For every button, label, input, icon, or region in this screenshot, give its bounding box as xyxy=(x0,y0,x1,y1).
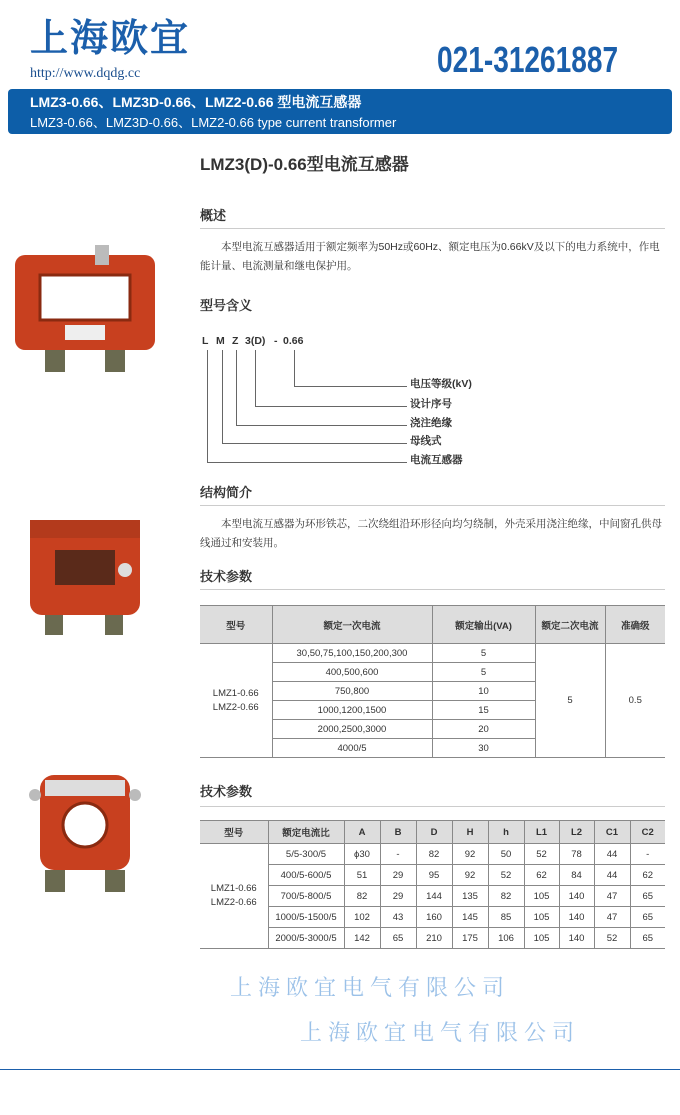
dimension-cell: 140 xyxy=(559,886,594,907)
col-header: 额定输出(VA) xyxy=(432,606,535,644)
code-dash: - xyxy=(274,335,278,347)
company-logo: 上海欧宜 xyxy=(30,16,191,60)
col-header: L2 xyxy=(559,821,594,844)
spec-table-1 xyxy=(200,605,665,758)
col-header: 额定电流比 xyxy=(268,821,344,844)
col-header: L1 xyxy=(524,821,559,844)
accuracy-class: 0.5 xyxy=(605,644,665,758)
col-header: A xyxy=(344,821,380,844)
dimension-cell: 82 xyxy=(488,886,524,907)
dimension-cell: 82 xyxy=(416,844,452,865)
rated-output: 15 xyxy=(432,701,535,720)
dimension-cell: 140 xyxy=(559,928,594,949)
model-diagram xyxy=(200,330,500,465)
divider xyxy=(200,228,665,229)
rated-output: 20 xyxy=(432,720,535,739)
dimension-cell: 102 xyxy=(344,907,380,928)
dimension-cell: - xyxy=(380,844,416,865)
dimension-cell: 95 xyxy=(416,865,452,886)
dimension-cell: 65 xyxy=(380,928,416,949)
dimension-cell: 52 xyxy=(488,865,524,886)
rated-output: 5 xyxy=(432,663,535,682)
dimension-cell: 52 xyxy=(524,844,559,865)
dimension-cell: 44 xyxy=(594,844,630,865)
dimension-cell: 82 xyxy=(344,886,380,907)
dimension-cell: 210 xyxy=(416,928,452,949)
dimension-cell: 50 xyxy=(488,844,524,865)
meaning-ct: 电流互感器 xyxy=(410,454,463,466)
dimension-cell: 65 xyxy=(630,928,665,949)
col-header: C2 xyxy=(630,821,665,844)
structure-text: 本型电流互感器为环形铁芯，二次绕组沿环形径向均匀绕制，外壳采用浇注绝缘，中间窗孔供母线通过和安装用。 xyxy=(200,518,662,549)
overview-heading: 概述 xyxy=(200,208,227,223)
table-row xyxy=(200,886,665,907)
dimension-cell: 78 xyxy=(559,844,594,865)
col-header: C1 xyxy=(594,821,630,844)
primary-current: 4000/5 xyxy=(272,739,432,758)
dimension-cell: 144 xyxy=(416,886,452,907)
primary-current: 2000,2500,3000 xyxy=(272,720,432,739)
current-ratio: 2000/5-3000/5 xyxy=(268,928,344,949)
dimension-cell: 145 xyxy=(452,907,488,928)
spec-heading-2: 技术参数 xyxy=(200,784,253,799)
rated-output: 30 xyxy=(432,739,535,758)
code-m: M xyxy=(216,335,225,347)
primary-current: 1000,1200,1500 xyxy=(272,701,432,720)
primary-current: 750,800 xyxy=(272,682,432,701)
overview-text: 本型电流互感器适用于额定频率为50Hz或60Hz、额定电压为0.66kV及以下的电力系统中，作电能计量、电流测量和继电保护用。 xyxy=(200,241,660,272)
current-ratio: 5/5-300/5 xyxy=(268,844,344,865)
banner-title-en: LMZ3-0.66、LMZ3D-0.66、LMZ2-0.66 type current transformer xyxy=(30,115,397,130)
spec-table-2 xyxy=(200,820,665,949)
dimension-cell: 85 xyxy=(488,907,524,928)
rated-output: 5 xyxy=(432,644,535,663)
col-header: 型号 xyxy=(200,606,272,644)
product-image-lmz2 xyxy=(20,760,150,900)
dimension-cell: 92 xyxy=(452,865,488,886)
code-z: Z xyxy=(232,335,239,347)
dimension-cell: 135 xyxy=(452,886,488,907)
product-image-lmz3d xyxy=(20,510,150,640)
dimension-cell: - xyxy=(630,844,665,865)
dimension-cell: 175 xyxy=(452,928,488,949)
code-voltage: 0.66 xyxy=(283,335,304,347)
divider xyxy=(200,589,665,590)
code-l: L xyxy=(202,335,209,347)
col-header: B xyxy=(380,821,416,844)
website-url[interactable]: http://www.dqdg.cc xyxy=(30,66,141,81)
dimension-cell: 44 xyxy=(594,865,630,886)
dimension-cell: 62 xyxy=(524,865,559,886)
table-row xyxy=(200,644,665,663)
col-header: H xyxy=(452,821,488,844)
dimension-cell: ϕ30 xyxy=(344,844,380,865)
dimension-cell: 105 xyxy=(524,928,559,949)
col-header: h xyxy=(488,821,524,844)
secondary-current: 5 xyxy=(535,644,605,758)
footer-line xyxy=(0,1069,680,1070)
banner-title-cn: LMZ3-0.66、LMZ3D-0.66、LMZ2-0.66 型电流互感器 xyxy=(30,94,362,110)
meaning-busbar: 母线式 xyxy=(410,435,442,447)
primary-current: 400,500,600 xyxy=(272,663,432,682)
rated-output: 10 xyxy=(432,682,535,701)
dimension-cell: 142 xyxy=(344,928,380,949)
spec-heading-1: 技术参数 xyxy=(200,569,253,584)
dimension-cell: 43 xyxy=(380,907,416,928)
product-image-lmz3 xyxy=(10,240,160,380)
table-row xyxy=(200,928,665,949)
current-ratio: 1000/5-1500/5 xyxy=(268,907,344,928)
dimension-cell: 160 xyxy=(416,907,452,928)
dimension-cell: 65 xyxy=(630,907,665,928)
current-ratio: 700/5-800/5 xyxy=(268,886,344,907)
primary-current: 30,50,75,100,150,200,300 xyxy=(272,644,432,663)
meaning-voltage: 电压等级(kV) xyxy=(410,378,472,390)
dimension-cell: 29 xyxy=(380,886,416,907)
dimension-cell: 140 xyxy=(559,907,594,928)
watermark: 上海欧宜电气有限公司 xyxy=(300,1020,581,1045)
current-ratio: 400/5-600/5 xyxy=(268,865,344,886)
dimension-cell: 84 xyxy=(559,865,594,886)
dimension-cell: 52 xyxy=(594,928,630,949)
table-row xyxy=(200,844,665,865)
divider xyxy=(200,505,665,506)
model-cell: LMZ1-0.66 LMZ2-0.66 xyxy=(200,644,272,758)
watermark: 上海欧宜电气有限公司 xyxy=(230,975,511,1000)
meaning-insulation: 浇注绝缘 xyxy=(410,417,452,429)
dimension-cell: 92 xyxy=(452,844,488,865)
dimension-cell: 106 xyxy=(488,928,524,949)
col-header: 额定一次电流 xyxy=(272,606,432,644)
model-cell: LMZ1-0.66 LMZ2-0.66 xyxy=(200,844,268,949)
dimension-cell: 47 xyxy=(594,886,630,907)
phone-number: 021-31261887 xyxy=(437,39,619,80)
dimension-cell: 62 xyxy=(630,865,665,886)
col-header: 准确级 xyxy=(605,606,665,644)
divider xyxy=(200,806,665,807)
meaning-design: 设计序号 xyxy=(410,398,452,410)
table-row xyxy=(200,907,665,928)
structure-heading: 结构简介 xyxy=(200,485,253,500)
dimension-cell: 105 xyxy=(524,907,559,928)
col-header: 型号 xyxy=(200,821,268,844)
title-banner xyxy=(8,89,672,134)
model-heading: 型号含义 xyxy=(200,298,253,313)
code-series: 3(D) xyxy=(245,335,266,347)
dimension-cell: 47 xyxy=(594,907,630,928)
table-row xyxy=(200,865,665,886)
dimension-cell: 105 xyxy=(524,886,559,907)
dimension-cell: 65 xyxy=(630,886,665,907)
dimension-cell: 51 xyxy=(344,865,380,886)
col-header: 额定二次电流 xyxy=(535,606,605,644)
page-title: LMZ3(D)-0.66型电流互感器 xyxy=(200,155,409,174)
col-header: D xyxy=(416,821,452,844)
dimension-cell: 29 xyxy=(380,865,416,886)
